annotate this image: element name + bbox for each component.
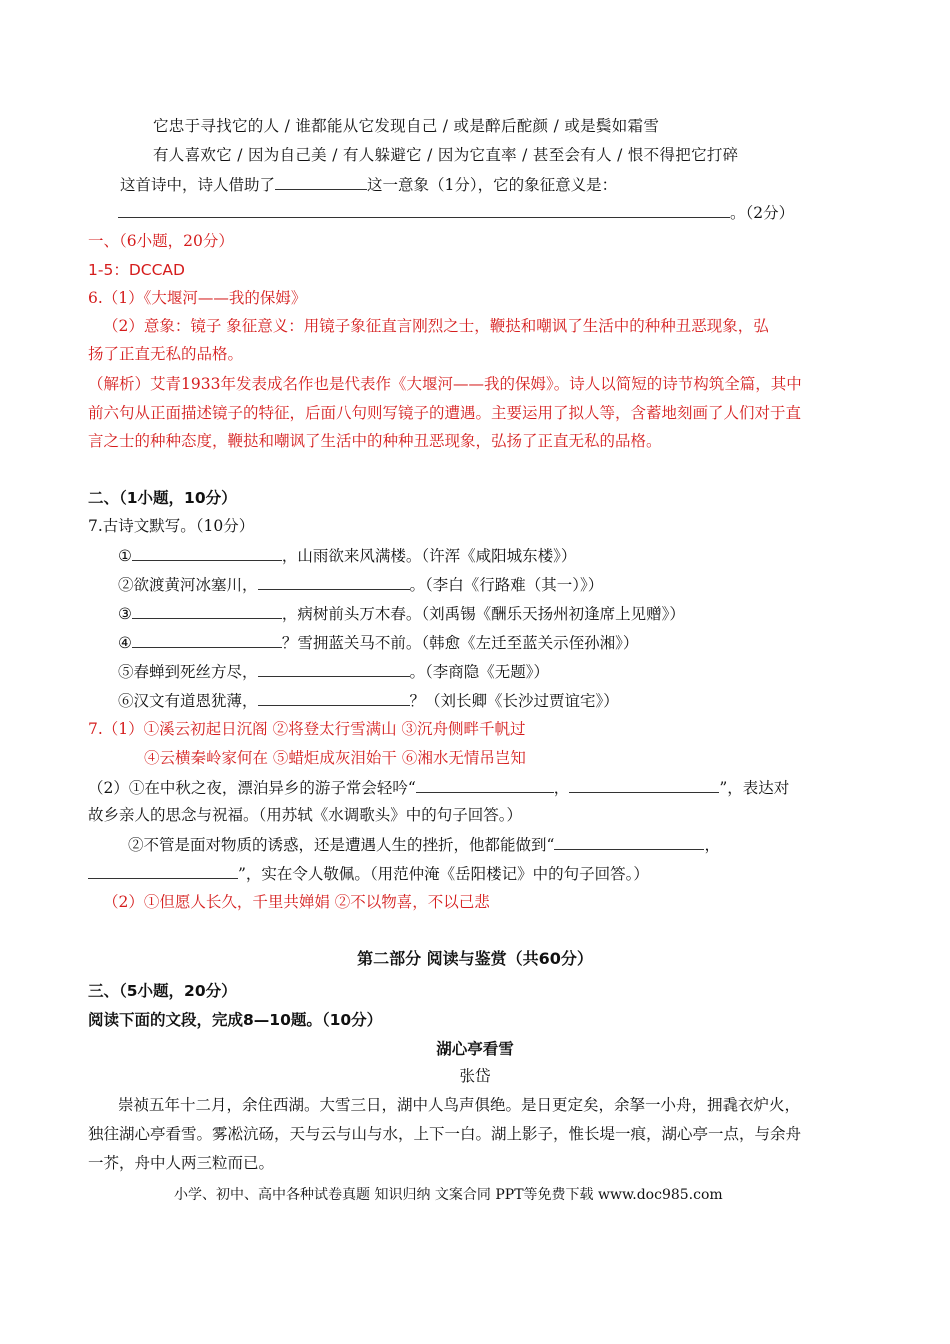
- question-7-2-1-text: （2）①在中秋之夜，漂泊异乡的游子常会轻吟“: [88, 779, 416, 797]
- question-7-2-1-tail: ”，表达对: [719, 779, 790, 797]
- question-7-2-2-text: ②不管是面对物质的诱惑，还是遭遇人生的挫折，他都能做到“: [128, 836, 555, 854]
- essay-paragraph-line-3: 一芥，舟中人两三粒而已。: [88, 1154, 275, 1172]
- recitation-pre: ②欲渡黄河冰塞川，: [118, 576, 258, 594]
- essay-paragraph-line-1: 崇祯五年十二月，余住西湖。大雪三日，湖中人鸟声俱绝。是日更定矣，余拏一小舟，拥毳衣炉火，: [118, 1096, 801, 1114]
- recitation-item-2: [118, 573, 603, 596]
- essay-author: 张岱: [459, 1067, 491, 1085]
- reading-instruction: 阅读下面的文段，完成8—10题。（10分）: [88, 1011, 383, 1029]
- answers1-header: 一、（6小题，20分）: [88, 232, 234, 250]
- answer-blank[interactable]: [132, 602, 282, 619]
- answer-blank[interactable]: [258, 660, 410, 677]
- recitation-pre: ①: [118, 547, 132, 565]
- answer-blank[interactable]: [275, 173, 367, 190]
- answer-6-2-line-2: 扬了正直无私的品格。: [88, 345, 244, 363]
- recitation-post: 。（李商隐《无题》）: [409, 663, 550, 681]
- poem-line-1: 它忠于寻找它的人 / 谁都能从它发现自己 / 或是醉后酡颜 / 或是鬓如霜雪: [153, 117, 660, 135]
- answer-6-1: 6.（1）《大堰河——我的保姆》: [88, 289, 307, 307]
- question-7-2-1: [88, 776, 789, 799]
- analysis-line-3: 言之士的种种态度，鞭挞和嘲讽了生活中的种种丑恶现象，弘扬了正直无私的品格。: [88, 432, 662, 450]
- answer-7-2: （2）①但愿人长久，千里共婵娟 ②不以物喜，不以己悲: [103, 893, 490, 911]
- answer-6-2-line-1: （2）意象：镜子 象征意义：用镜子象征直言刚烈之士，鞭挞和嘲讽了生活中的种种丑恶现象，弘: [103, 317, 769, 335]
- answer-7-1-line-1: 7.（1）①溪云初起日沉阁 ②将登太行雪满山 ③沉舟侧畔千帆过: [88, 720, 526, 738]
- question-7: 7.古诗文默写。（10分）: [88, 517, 255, 535]
- question-image-end: 。（2分）: [730, 204, 795, 222]
- question-image-prefix: 这首诗中，诗人借助了: [120, 176, 276, 194]
- question-7-2-2-line-2: [88, 862, 649, 885]
- answer-blank[interactable]: [88, 862, 238, 879]
- recitation-item-1: [118, 544, 576, 567]
- recitation-item-3: [118, 602, 685, 625]
- answer-7-1-line-2: ④云横秦岭家何在 ⑤蜡炬成灰泪始干 ⑥湘水无情吊岂知: [144, 749, 526, 767]
- answer-blank[interactable]: [554, 833, 704, 850]
- recitation-item-4: [118, 631, 638, 654]
- page-footer: 小学、初中、高中各种试卷真题 知识归纳 文案合同 PPT等免费下载 www.doc985.com: [174, 1187, 723, 1203]
- question-7-2-2: [128, 833, 720, 856]
- essay-title: 湖心亭看雪: [436, 1040, 514, 1058]
- analysis-line-2: 前六句从正面描述镜子的特征，后面八句则写镜子的遭遇。主要运用了拟人等，含蓄地刻画了人们对于直: [88, 404, 802, 422]
- answer-blank[interactable]: [569, 776, 719, 793]
- answer-blank[interactable]: [416, 776, 554, 793]
- recitation-post: ？（刘长卿《长沙过贾谊宅》）: [409, 692, 619, 710]
- section3-header: 三、（5小题，20分）: [88, 982, 237, 1000]
- question-7-2-1-line-2: 故乡亲人的思念与祝福。（用苏轼《水调歌头》中的句子回答。）: [88, 806, 523, 824]
- separator: ，: [553, 779, 570, 797]
- recitation-pre: ③: [118, 605, 132, 623]
- question-image-line-2: [118, 201, 794, 224]
- answers1-mc: 1-5：DCCAD: [88, 261, 185, 279]
- question-image-suffix: 这一意象（1分），它的象征意义是：: [367, 176, 618, 194]
- recitation-item-5: [118, 660, 549, 683]
- poem-line-2: 有人喜欢它 / 因为自己美 / 有人躲避它 / 因为它直率 / 甚至会有人 / 恨不得把它打碎: [153, 146, 739, 164]
- recitation-pre: ⑤春蝉到死丝方尽，: [118, 663, 258, 681]
- part2-title: 第二部分 阅读与鉴赏（共60分）: [357, 949, 593, 968]
- essay-paragraph-line-2: 独往湖心亭看雪。雾凇沆砀，天与云与山与水，上下一白。湖上影子，惟长堤一痕，湖心亭一点，与余舟: [88, 1125, 802, 1143]
- answer-blank[interactable]: [132, 544, 282, 561]
- recitation-post: ？雪拥蓝关马不前。（韩愈《左迁至蓝关示侄孙湘》）: [281, 634, 639, 652]
- recitation-post: ，病树前头万木春。（刘禹锡《酬乐天扬州初逢席上见赠》）: [281, 605, 685, 623]
- answer-blank[interactable]: [132, 631, 282, 648]
- recitation-item-6: [118, 689, 619, 712]
- analysis-line-1: （解析）艾青1933年发表成名作也是代表作《大堰河——我的保姆》。诗人以简短的诗节构筑全篇，其中: [88, 375, 802, 393]
- recitation-post: ，山雨欲来风满楼。（许浑《咸阳城东楼》）: [281, 547, 577, 565]
- recitation-pre: ④: [118, 634, 132, 652]
- answer-blank[interactable]: [258, 573, 410, 590]
- question-7-2-2-tail: ”，实在令人敬佩。（用范仲淹《岳阳楼记》中的句子回答。）: [238, 865, 649, 883]
- answer-blank[interactable]: [258, 689, 410, 706]
- question-image: [120, 173, 617, 196]
- recitation-post: 。（李白《行路难（其一）》）: [409, 576, 604, 594]
- separator: ，: [704, 836, 720, 854]
- recitation-pre: ⑥汉文有道恩犹薄，: [118, 692, 258, 710]
- section2-header: 二、（1小题，10分）: [88, 489, 237, 507]
- answer-blank[interactable]: [118, 201, 730, 218]
